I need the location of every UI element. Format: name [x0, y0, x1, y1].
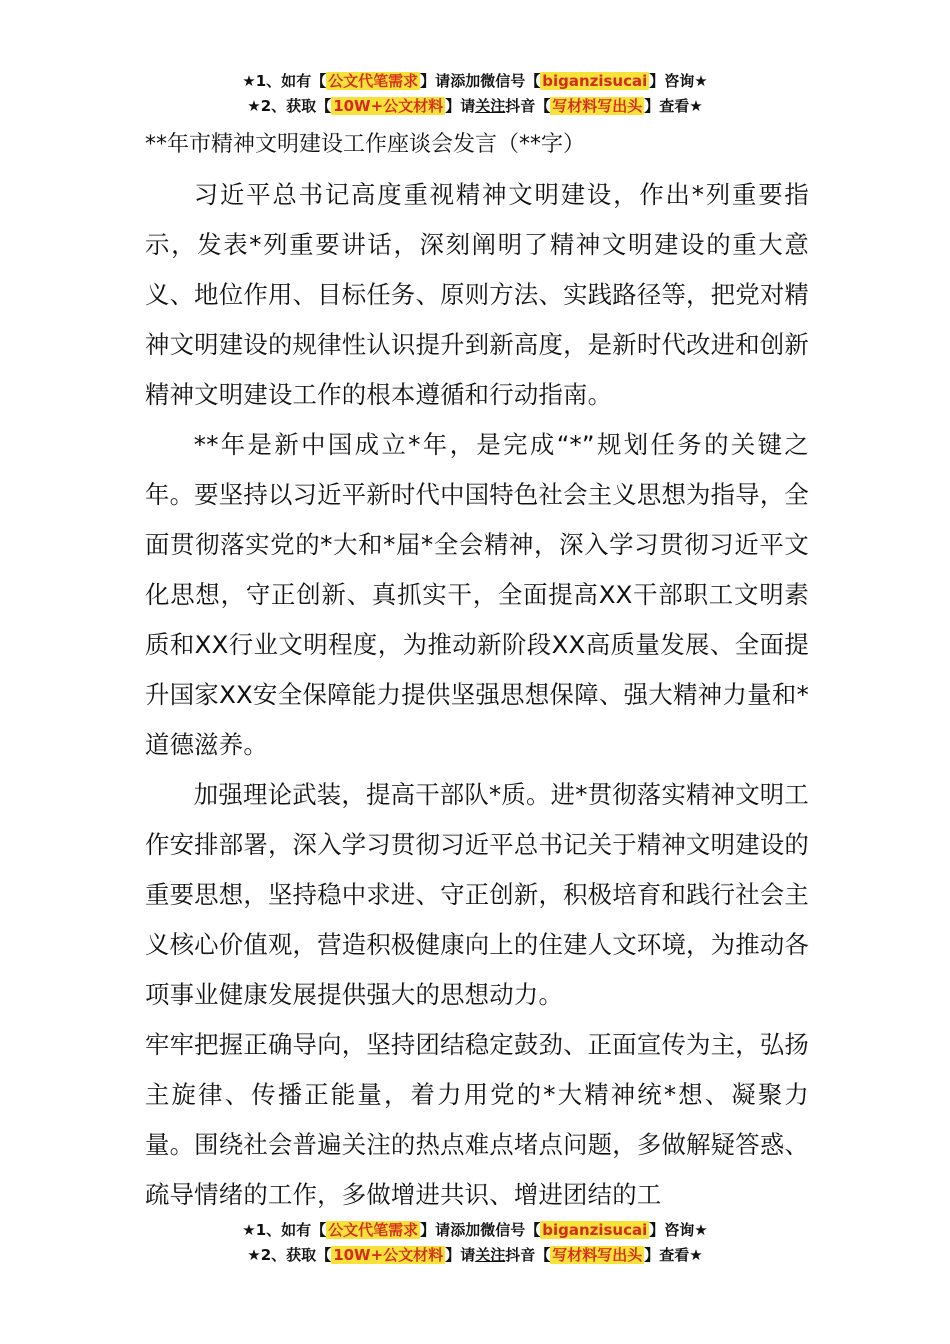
promo-text: 】请: [420, 72, 451, 90]
promo-text: 】查看★: [644, 1246, 703, 1264]
paragraph: 习近平总书记高度重视精神文明建设，作出*列重要指示，发表*列重要讲话，深刻阐明了精神文明建设的重大意义、地位作用、目标任务、原则方法、实践路径等，把党对精神文明建设的规律性认识提升到新高度，是新时代改进和创新精神文明建设工作的根本遵循和行动指南。: [145, 180, 809, 409]
promo-text: 】请: [445, 97, 476, 115]
promo-highlight: 10W+公文材料: [333, 1246, 444, 1264]
header-promo-banner: [0, 69, 950, 119]
promo-emphasis: 关注: [475, 97, 506, 115]
paragraph: 牢牢把握正确导向，坚持团结稳定鼓劲、正面宣传为主，弘扬主旋律、传播正能量，着力用党的*大精神统*想、凝聚力量。围绕社会普遍关注的热点难点堵点问题，多做解疑答惑、疏导情绪的工作，多做增进共识、增进团结的工: [145, 1030, 809, 1209]
promo-highlight: 10W+公文材料: [333, 97, 444, 115]
promo-text: ★1、如有【: [242, 1221, 327, 1239]
promo-text: 抖音【: [505, 1246, 551, 1264]
promo-emphasis: 添加: [450, 1221, 481, 1239]
promo-emphasis: 关注: [475, 1246, 506, 1264]
promo-line-2: [0, 94, 950, 119]
promo-highlight: 写材料写出头: [552, 1246, 643, 1264]
promo-text: ★2、获取【: [247, 1246, 332, 1264]
promo-text: ★2、获取【: [247, 97, 332, 115]
promo-text: 】请: [420, 1221, 451, 1239]
promo-line-1: [0, 69, 950, 94]
promo-highlight: biganzisucai: [542, 72, 648, 90]
promo-text: 抖音【: [505, 97, 551, 115]
promo-line-2: [0, 1243, 950, 1268]
paragraph: **年是新中国成立*年，是完成“*”规划任务的关键之年。要坚持以习近平新时代中国特色社会主义思想为指导，全面贯彻落实党的*大和*届*全会精神，深入学习贯彻习近平文化思想，守正创新、真抓实干，全面提高XX干部职工文明素质和XX行业文明程度，为推动新阶段XX高质量发展、全面提升国家XX安全保障能力提供坚强思想保障、强大精神力量和*道德滋养。: [145, 430, 809, 759]
footer-promo-banner: [0, 1218, 950, 1268]
document-title: **年市精神文明建设工作座谈会发言（**字）: [145, 132, 586, 157]
promo-text: ★1、如有【: [242, 72, 327, 90]
promo-emphasis: 添加: [450, 72, 481, 90]
promo-highlight: 公文代笔需求: [328, 72, 419, 90]
promo-highlight: biganzisucai: [542, 1221, 648, 1239]
promo-text: 】咨询★: [649, 1221, 708, 1239]
promo-text: 】查看★: [644, 97, 703, 115]
paragraph: 加强理论武装，提高干部队*质。进*贯彻落实精神文明工作安排部署，深入学习贯彻习近平总书记关于精神文明建设的重要思想，坚持稳中求进、守正创新，积极培育和践行社会主义核心价值观，营造积极健康向上的住建人文环境，为推动各项事业健康发展提供强大的思想动力。: [145, 780, 809, 1009]
promo-text: 】咨询★: [649, 72, 708, 90]
promo-highlight: 写材料写出头: [552, 97, 643, 115]
promo-text: 微信号【: [480, 72, 541, 90]
promo-highlight: 公文代笔需求: [328, 1221, 419, 1239]
promo-text: 微信号【: [480, 1221, 541, 1239]
promo-line-1: [0, 1218, 950, 1243]
document-body: [145, 170, 809, 1220]
promo-text: 】请: [445, 1246, 476, 1264]
